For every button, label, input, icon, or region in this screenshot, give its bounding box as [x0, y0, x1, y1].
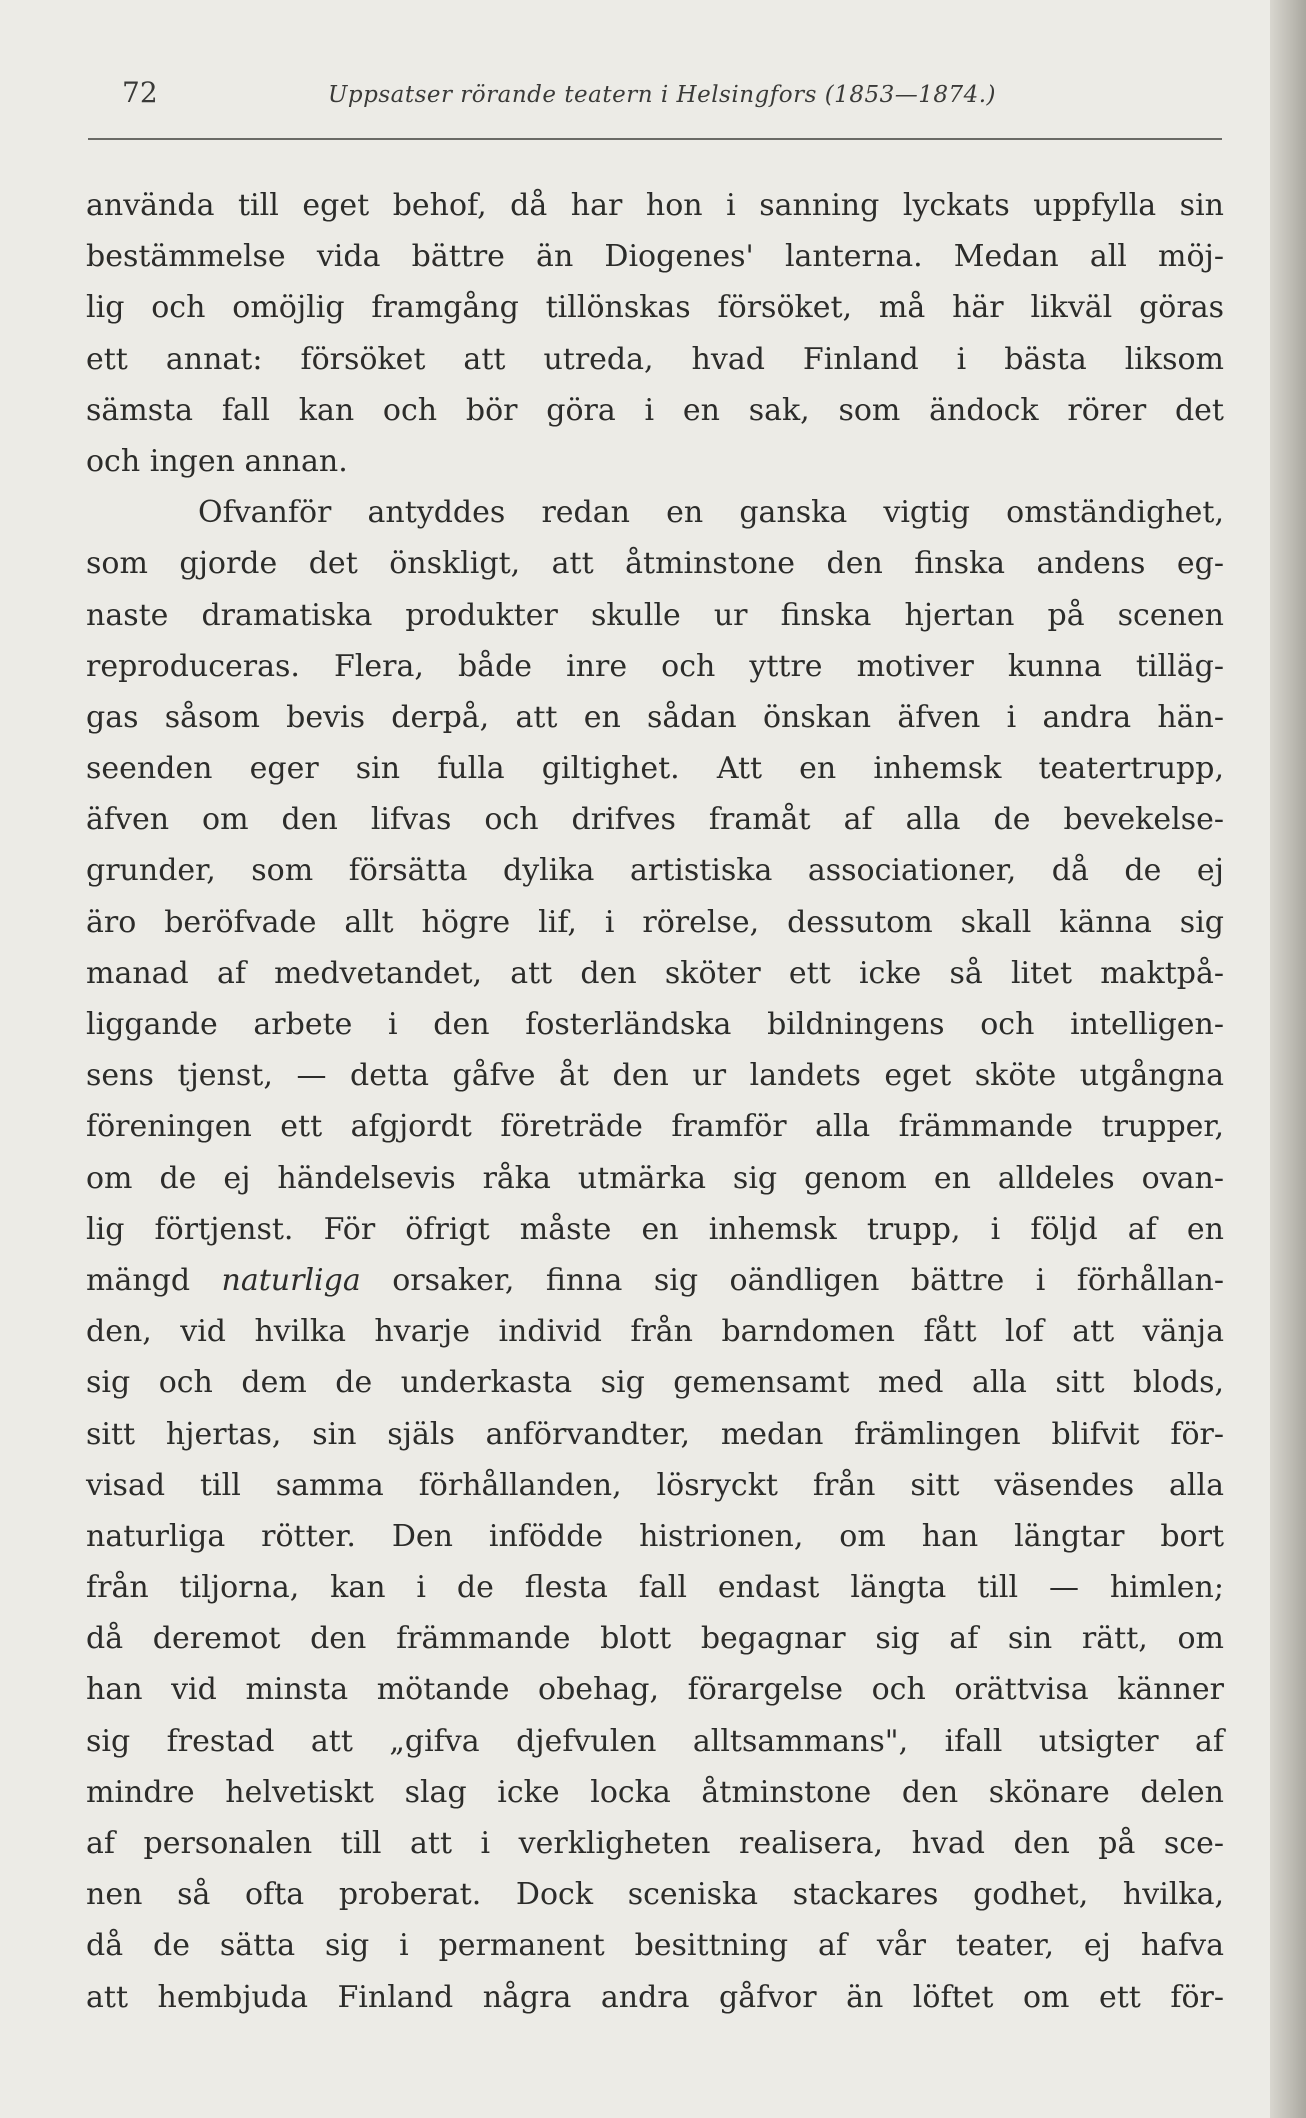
text-line: använda till eget behof, då har hon i sanning lyckats uppfylla sin	[86, 188, 1224, 223]
text-line: sämsta fall kan och bör göra i en sak, som ändock rörer det	[86, 392, 1224, 428]
text-line: reproduceras. Flera, både inre och yttre motiver kunna tilläg-	[86, 648, 1224, 684]
text-line: han vid minsta mötande obehag, förargelse och orättvisa känner	[86, 1672, 1224, 1708]
book-spine-shadow	[1270, 0, 1306, 2118]
text-line: nen så ofta proberat. Dock sceniska stackares godhet, hvilka,	[86, 1877, 1224, 1913]
text-line: om de ej händelsevis råka utmärka sig genom en alldeles ovan-	[86, 1160, 1224, 1196]
text-line: naste dramatiska produkter skulle ur finska hjertan på scenen	[86, 597, 1224, 633]
running-title: Uppsatser rörande teatern i Helsingfors (1853—1874.)	[328, 82, 997, 108]
text-line: sig och dem de underkasta sig gemensamt med alla sitt blods,	[86, 1365, 1224, 1401]
text-line: naturliga rötter. Den infödde histrionen, om han längtar bort	[86, 1518, 1224, 1554]
text-line: och ingen annan.	[86, 443, 348, 479]
text-line-with-italic	[86, 1255, 1224, 1306]
text-line: bestämmelse vida bättre än Diogenes' lanterna. Medan all möj-	[86, 239, 1224, 275]
text-line: ett annat: försöket att utreda, hvad Finland i bästa liksom	[86, 341, 1224, 377]
text-line: äfven om den lifvas och drifves framåt af alla de bevekelse-	[86, 802, 1224, 838]
page-number: 72	[122, 76, 158, 109]
italic-word: naturliga	[221, 1262, 361, 1298]
text-line: visad till samma förhållanden, lösryckt från sitt väsendes alla	[86, 1467, 1224, 1503]
text-line: gas såsom bevis derpå, att en sådan önskan äfven i andra hän-	[86, 699, 1224, 735]
text-line: manad af medvetandet, att den sköter ett icke så litet maktpå-	[86, 955, 1224, 991]
header-rule	[88, 138, 1222, 140]
text-line: föreningen ett afgjordt företräde framför alla främmande trupper,	[86, 1109, 1224, 1145]
text-line: då deremot den främmande blott begagnar sig af sin rätt, om	[86, 1621, 1224, 1657]
text-line: Ofvanför antyddes redan en ganska vigtig omständighet,	[198, 495, 1224, 531]
text-line: den, vid hvilka hvarje individ från barndomen fått lof att vänja	[86, 1314, 1224, 1350]
text-line: grunder, som försätta dylika artistiska associationer, då de ej	[86, 853, 1224, 889]
text-line: som gjorde det önskligt, att åtminstone den finska andens eg-	[86, 546, 1224, 582]
text-line: seenden eger sin fulla giltighet. Att en inhemsk teatertrupp,	[86, 751, 1224, 787]
text-fragment: mängd	[86, 1262, 222, 1298]
text-line: sitt hjertas, sin själs anförvandter, medan främlingen blifvit för-	[86, 1416, 1224, 1452]
page-header	[122, 76, 1222, 116]
text-line: sens tjenst, — detta gåfve åt den ur landets eget sköte utgångna	[86, 1058, 1224, 1094]
body-text	[86, 180, 1224, 2023]
text-line: då de sätta sig i permanent besittning af vår teater, ej hafva	[86, 1928, 1224, 1964]
text-line: lig och omöjlig framgång tillönskas försöket, må här likväl göras	[86, 290, 1224, 326]
text-line: sig frestad att „gifva djefvulen alltsammans", ifall utsigter af	[86, 1723, 1224, 1759]
text-line: att hembjuda Finland några andra gåfvor än löftet om ett för-	[86, 1979, 1224, 2015]
text-line: äro beröfvade allt högre lif, i rörelse, dessutom skall känna sig	[86, 904, 1224, 940]
text-line: lig förtjenst. För öfrigt måste en inhemsk trupp, i följd af en	[86, 1211, 1224, 1247]
text-line: af personalen till att i verkligheten realisera, hvad den på sce-	[86, 1826, 1224, 1861]
text-fragment: orsaker, finna sig oändligen bättre i förhållan-	[360, 1262, 1224, 1298]
text-line: mindre helvetiskt slag icke locka åtminstone den skönare delen	[86, 1774, 1224, 1810]
text-line: liggande arbete i den fosterländska bildningens och intelligen-	[86, 1007, 1224, 1042]
text-line: från tiljorna, kan i de flesta fall endast längta till — himlen;	[86, 1570, 1224, 1606]
